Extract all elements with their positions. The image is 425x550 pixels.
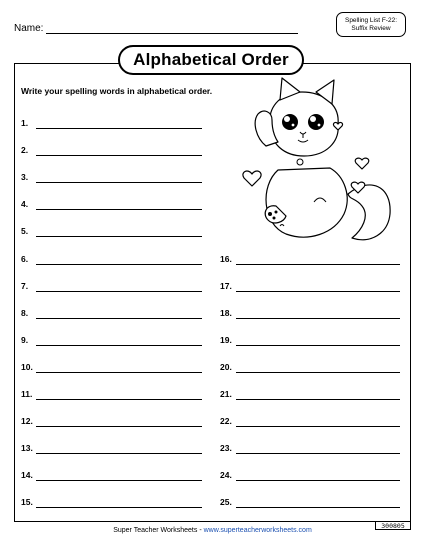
answer-line[interactable]: [236, 318, 400, 319]
answer-number: 24.: [220, 470, 232, 481]
answer-line[interactable]: [36, 182, 202, 183]
answer-line[interactable]: [236, 480, 400, 481]
answer-number: 5.: [21, 226, 29, 237]
answer-line[interactable]: [236, 264, 400, 265]
answer-line[interactable]: [236, 372, 400, 373]
answer-line[interactable]: [236, 453, 400, 454]
answer-line[interactable]: [36, 155, 202, 156]
answer-line[interactable]: [236, 507, 400, 508]
answer-line[interactable]: [36, 480, 202, 481]
answer-number: 12.: [21, 416, 33, 427]
answer-line[interactable]: [36, 372, 202, 373]
answer-number: 22.: [220, 416, 232, 427]
answer-line[interactable]: [36, 264, 202, 265]
answer-line[interactable]: [36, 399, 202, 400]
answer-number: 8.: [21, 307, 29, 318]
spelling-list-tag: [336, 12, 406, 37]
answer-number: 3.: [21, 172, 29, 183]
answer-number: 21.: [220, 389, 232, 399]
answer-number: 13.: [21, 443, 33, 454]
answer-number: 18.: [220, 307, 232, 318]
answer-number: 1.: [21, 118, 29, 128]
footer-url-link[interactable]: www.superteacherworksheets.com: [203, 527, 312, 534]
answer-number: 10.: [21, 361, 33, 372]
answer-number: 20.: [220, 361, 232, 372]
instructions: Write your spelling words in alphabetical order.: [21, 86, 213, 96]
answer-number: 25.: [220, 497, 232, 508]
answer-number: 15.: [21, 497, 33, 508]
answer-line[interactable]: [236, 291, 400, 292]
name-label: Name:: [14, 23, 44, 34]
answer-line[interactable]: [36, 345, 202, 346]
answer-number: 2.: [21, 145, 29, 156]
answer-line[interactable]: [236, 426, 400, 427]
answer-number: 7.: [21, 280, 29, 291]
answer-line[interactable]: [36, 426, 202, 427]
footer-brand: Super Teacher Worksheets: [113, 527, 198, 534]
answer-number: 6.: [21, 253, 29, 264]
name-line: [46, 33, 298, 34]
cat-with-hearts-icon: [230, 66, 410, 266]
answer-number: 11.: [21, 389, 33, 399]
answer-line[interactable]: [36, 291, 202, 292]
answer-number: 14.: [21, 470, 33, 481]
answer-line[interactable]: [36, 236, 202, 237]
answer-line[interactable]: [36, 318, 202, 319]
list-tag-line-2: Suffix Review: [351, 25, 391, 32]
worksheet-code: 300805: [375, 521, 411, 530]
answer-number: 17.: [220, 280, 232, 291]
answer-number: 4.: [21, 199, 29, 210]
answer-line[interactable]: [236, 345, 400, 346]
list-tag-line-1: Spelling List F-22:: [344, 17, 398, 24]
answer-line[interactable]: [36, 453, 202, 454]
answer-number: 19.: [220, 334, 232, 345]
answer-line[interactable]: [36, 209, 202, 210]
answer-line[interactable]: [236, 399, 400, 400]
footer: [0, 527, 425, 534]
page-title: Alphabetical Order: [118, 45, 304, 75]
answer-number: 9.: [21, 334, 29, 345]
answer-line[interactable]: [36, 128, 202, 129]
footer-separator: -: [197, 527, 204, 534]
answer-number: 23.: [220, 443, 232, 454]
answer-number: 16.: [220, 253, 232, 264]
answer-line[interactable]: [36, 507, 202, 508]
